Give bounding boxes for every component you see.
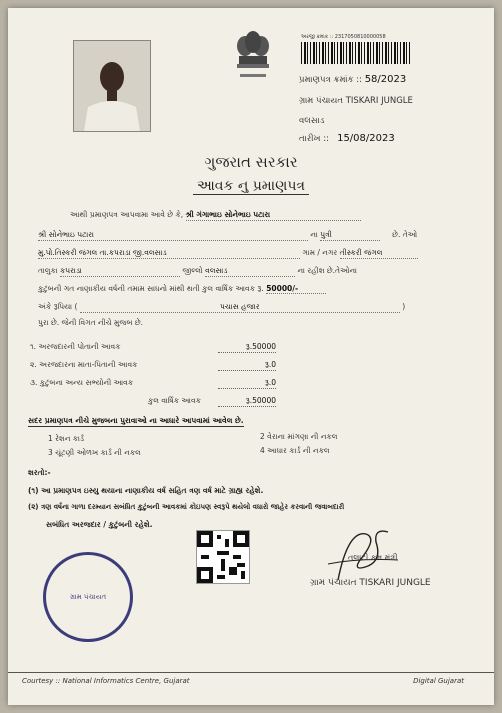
- issue-date: તારીખ :: 15/08/2023: [299, 133, 395, 144]
- income-row-total: કુલ વાર્ષિક આવક: [148, 396, 201, 405]
- footer-brand: Digital Gujarat: [413, 677, 464, 685]
- relation-line: શ્રી સોનેભાઇ પટારા ના પુત્રી છે. તેઓ: [38, 230, 418, 239]
- document-title: આવક નુ પ્રમાણપત્ર: [8, 178, 494, 194]
- relation: પુત્રી: [320, 230, 380, 241]
- income-line: કુટુંબની ગત નાણાકીય વર્ષની તમામ સાધનો માંથી થતી કુલ વાર્ષિક આવક રૂ. 50000/-: [38, 284, 326, 294]
- certificate-page: [8, 8, 494, 705]
- amount-in-words: પચાસ હજાર: [80, 302, 400, 313]
- certificate-number: પ્રમાણપત્ર ક્રમાંક :: 58/2023: [299, 74, 407, 85]
- income-value-self: રૂ.50000: [218, 342, 276, 353]
- applicant-photo: [73, 40, 151, 132]
- barcode-caption: અરજી ક્રમાંક :: 2317050810000058: [301, 34, 386, 40]
- panchayat-line: ગ્રામ પંચાયત TISKARI JUNGLE: [299, 96, 413, 106]
- detail-line: પુરા છે. જેની વિગત નીચે મુજબ છે.: [38, 318, 144, 327]
- footer: [8, 672, 494, 691]
- income-value-parents: રૂ.0: [218, 360, 276, 371]
- proof-item: 3 ચૂંટણી ઓળખ કાર્ડ ની નકલ: [48, 448, 141, 457]
- state-emblem-icon: [230, 28, 276, 90]
- note-item: (૨) ત્રણ વર્ષના ગાળા દરમ્યાન સબંધિત કુટુંબની આવકમાં કોઇપણ સ્વરૂપે થયેલો વધારો જાહેર કરવાની જવાબદારી: [28, 503, 345, 511]
- village: તીસ્કરી જંગલ: [340, 248, 418, 259]
- qr-code: [196, 530, 250, 584]
- proof-item: 4 આધાર કાર્ડ ની નકલ: [260, 446, 330, 455]
- income-row-parents: ૨. અરજદારના માતા-પિતાની આવક: [30, 360, 138, 369]
- proofs-heading: સદર પ્રમાણપત્ર નીચે મુજબના પુરાવાઓ ના આધારે આપવામાં આવેલ છે.: [28, 416, 244, 425]
- district: વલસાડ: [205, 266, 295, 277]
- address: મુ.પો.તિસ્કરી જંગલ તા.કપરાડા જી.વલસાડ: [38, 248, 300, 259]
- income-row-self: ૧. અરજદારની પોતાની આવક: [30, 342, 121, 351]
- barcode: [301, 42, 411, 64]
- words-line: અંકે રૂપિયા ( પચાસ હજાર ): [38, 302, 406, 311]
- note-item: (૧) આ પ્રમાણપત્ર ઇસ્યુ થયાના નાણાકીય વર્ષ સહિત ત્રણ વર્ષ માટે ગ્રાહ્ય રહેશે.: [28, 486, 264, 495]
- father-name: શ્રી સોનેભાઇ પટારા: [38, 230, 308, 241]
- proof-item: 2 વેરાના માંગણા ની નકલ: [260, 432, 338, 441]
- signatory-title: તલાટી કમ મંત્રી: [348, 553, 398, 562]
- applicant-name: શ્રી ગંગાભાઇ સોનેભાઇ પટારા: [186, 210, 361, 221]
- header-district: વલસાડ: [299, 116, 325, 126]
- income-value-total: રૂ.50000: [218, 396, 276, 407]
- footer-courtesy: Courtesy :: National Informatics Centre, Gujarat: [22, 677, 190, 685]
- income-value-family: રૂ.0: [218, 378, 276, 389]
- proof-item: 1 રેશન કાર્ડ: [48, 434, 85, 443]
- intro-line: આથી પ્રમાણપત્ર આપવામા આવે છે કે, શ્રી ગંગાભાઇ સોનેભાઇ પટારા: [70, 210, 361, 221]
- signatory-panchayat: ગ્રામ પંચાયત TISKARI JUNGLE: [310, 578, 431, 588]
- panchayat-seal: ગ્રામ પંચાયત: [43, 552, 133, 642]
- address-line: મુ.પો.તિસ્કરી જંગલ તા.કપરાડા જી.વલસાડ ગામ / નગર તીસ્કરી જંગલ: [38, 248, 418, 259]
- note-item: સબંધિત અરજદાર / કુટુંબની રહેશે.: [46, 520, 153, 529]
- notes-heading: શરતો:-: [28, 468, 51, 477]
- income-row-family: ૩. કુટુંબના અન્ય સભ્યોની આવક: [30, 378, 134, 387]
- taluka: કપરાડા: [60, 266, 180, 277]
- income-amount: 50000/-: [266, 284, 326, 294]
- taluka-line: તાલુકા કપરાડા જીલ્લો વલસાડ ના રહીશ છે.તેઓના: [38, 266, 357, 275]
- state-title: ગુજરાત સરકાર: [204, 153, 298, 171]
